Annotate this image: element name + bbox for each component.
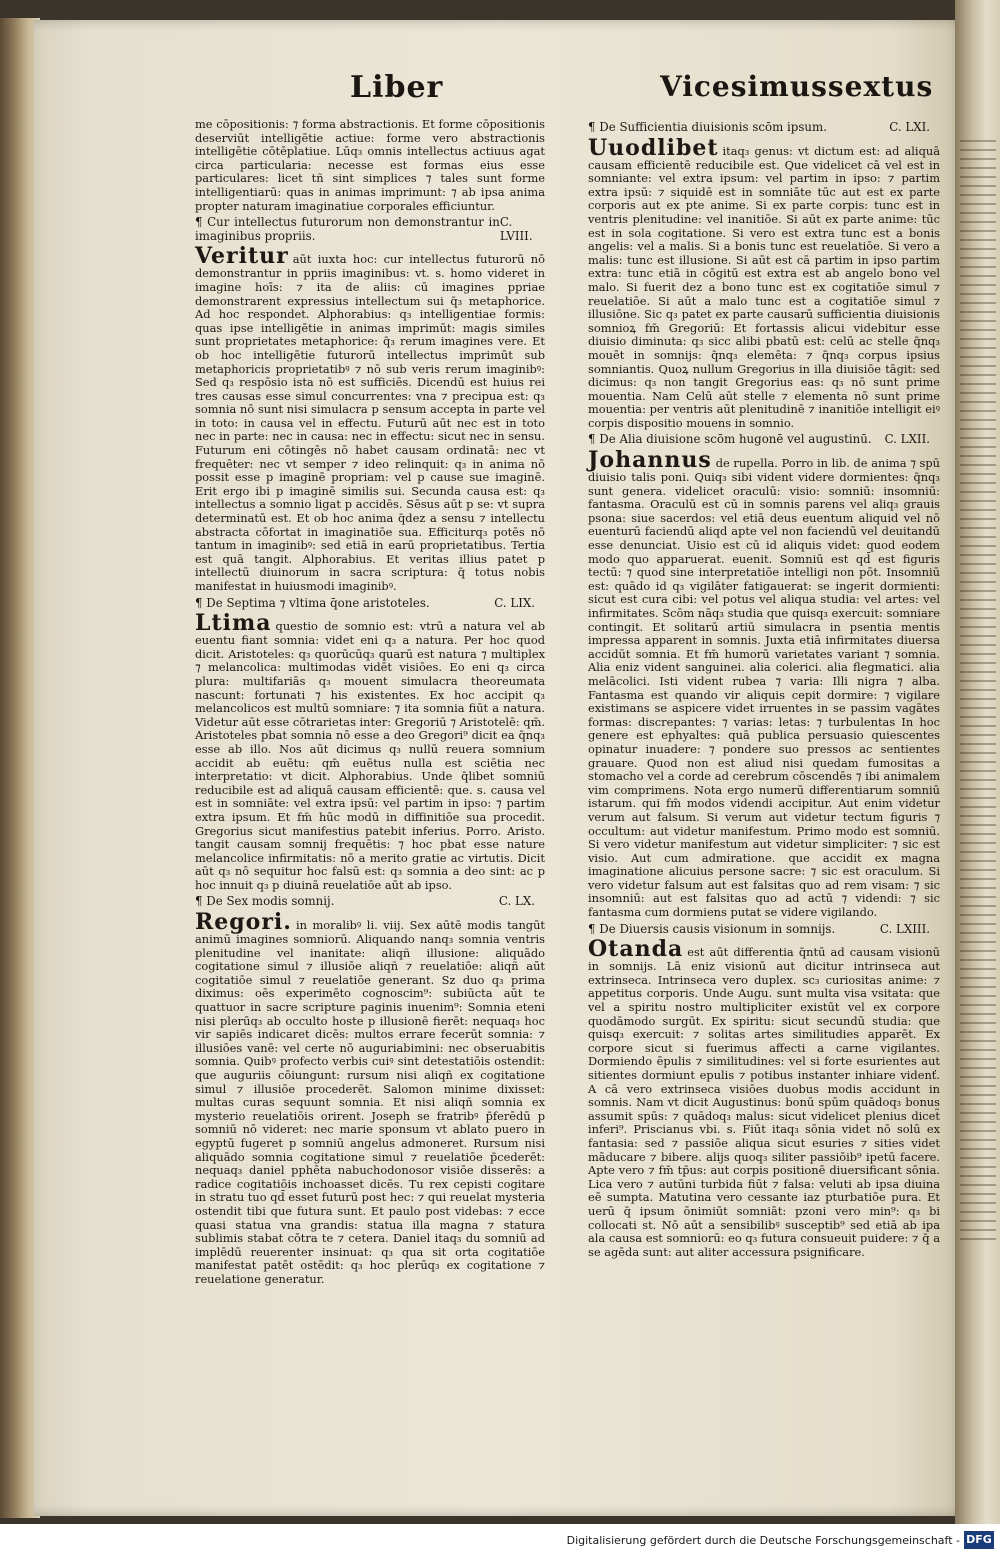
facing-page-text-bleed [960, 140, 996, 1240]
text-paragraph [588, 449, 940, 920]
paragraph-body: aūt iuxta hoc: cur intellectus futurorū nō demonstrantur in ppriis imaginibus: vt. s. homo videret in imagine hoīs: ⁊ ita de aliis: cū imagines ppriae demonstrarent expressius intellectum sui q̄₃ metaphorice. Ad hoc respondet. Alphorabius: q₃ intelligentiae formis: quas ipse intelligētie in animas imprimūt: magis similes sunt proprietates metaphorice: q̄₃ rerum imagines vere. Et ob hoc intelligētie futurorū intellectus imprimūt sub metaphoricis proprietatibꝰ ⁊ nō sub veris rerum imaginibꝰ: Sed q₃ respōsio ista nō est sufficiēs. Dicendū est huius rei tres causas esse simul concurrentes: vna ⁊ precipua est: q₃ somnia nō sunt nisi simulacra p sensum accepta in parte vel in toto: in causa vel in effectu. Futurū aūt nec est in toto nec in parte: nec in causa: nec in effectu: sicut nec in sensu. Futurum eni cōtingēs nō habet causam ordinatā: nec vt frequēter: nec vt semper ⁊ ideo relinquit: q₃ in anima nō possit esse p imaginē propriam: vel p cause sue imaginē. Erit ergo ibi p imaginē similis sui. Secunda causa est: q₃ intellectus a somnio ligat p accidēs. Sēsus aūt p se: vt supra determinatū est. Et ob hoc anima q̄dez a sensu ⁊ intellectu abstracta cōfortat in imaginatiōe sua. Efficiturq₃ potēs nō tantum in imaginibꝰ: sed etiā in earū proprietatibus. Tertia est quā tangit. Alphorabius. Et veritas illius patet p intellectū diuinorum in sacra scriptura: q̄ totus nobis manifestat in huiusmodi imaginibꝰ. [195, 252, 545, 593]
chapter-number: C. LXI. [889, 120, 930, 134]
chapter-heading [195, 597, 545, 611]
chapter-number: C. LXII. [884, 432, 930, 447]
text-paragraph [588, 134, 940, 431]
chapter-heading-title: ¶ De Alia diuisione scōm hugonē vel augustinū. [588, 432, 872, 447]
paragraph-body: in moralibꝰ li. viij. Sex aūtē modis tangūt animū imagines somniorū. Aliquando nanq₃ somnia ventris plenitudine vel inanitate: aliqñ illusione: aliquādo cogitatione simul ⁊ illusiōe aliqñ ⁊ reuelatiōe: aliqñ aūt cogitatiōe simul ⁊ reuelatiōe generant. Sz duo q₃ prima diximus: oēs experimēto cognoscim⁹: subiūcta aūt te quattuor in sacre scripture paginis inuenim⁹: Somnia eteni nisi plerūq₃ ab occulto hoste p illusionē fierēt: nequaq₃ hoc vir sapiēs indicaret dicēs: multos errare fecerūt somnia: ⁊ illusiōes vanē: vel certe nō auguriabimini: nec obseruabitis somnia. Quibꝰ profecto verbis cuiꝰ sint detestatiōis ostendit: que auguriis cōiungunt: rursum nisi aliqñ ex cogitatione simul ⁊ illusiōe procederēt. Salomon minime dixisset: multas curas sequunt somnia. Et nisi aliqñ somnia ex mysterio reuelatiōis orirent. Joseph se fratribꝰ p̄ferēdū p somniū nō videret: nec marie sponsum vt ablato puero in egyptū fugeret p somniū angelus admoneret. Rursum nisi aliquādo somnia cogitatione simul ⁊ reuelatiōe p̄cederēt: nequaq₃ daniel pphēta nabuchodonosor visiōe disserēs: a radice cogitatiōis inchoasset dicēs. Tu rex cepisti cogitare in stratu tuo qd̄ esset futurū post hec: ⁊ qui reuelat mysteria ostendit tibi que futura sunt. Et paulo post videbas: ⁊ ecce quasi statua vna grandis: statua illa magna ⁊ statura sublimis stabat cōtra te ⁊ cetera. Daniel itaq₃ du somniū ad implēdū reuerenter insinuat: q₃ qua sit orta cogitatiōe manifestat patēt ostēdit: q₃ hoc plerūq₃ ex cogitatione ⁊ reuelatione generatur. [195, 918, 545, 1286]
initial-word: Otanda [588, 936, 684, 963]
initial-word: Johannus [588, 447, 712, 474]
initial-word: Regori. [195, 909, 292, 936]
right-text-column [588, 118, 940, 1261]
chapter-number: C. LXIII. [879, 921, 930, 936]
paragraph-body: me cōpositionis: ⁊ forma abstractionis. Et forme cōpositionis deserviūt intelligētie actiue: forme vero abstractionis intelligētie cōtēplatiue. Lūq₃ omnis intellectus actiuus agat circa particularia: necesse est formas eius esse particulares: licet tñ sint simplices ⁊ tales sunt forme intelligentiarū: quas in animas imprimunt: ⁊ ab ipsa anima propter naturam imaginatiue corporales efficiuntur. [195, 117, 545, 213]
initial-word: Uuodlibet [588, 134, 719, 161]
chapter-number: C. LIX. [494, 595, 535, 610]
dfg-logo: DFG [964, 1531, 994, 1549]
text-paragraph [588, 938, 940, 1259]
initial-word: Veritur [195, 243, 289, 270]
text-paragraph [195, 612, 545, 892]
chapter-number: C. LVIII. [499, 215, 533, 243]
paragraph-body: questio de somnio est: vtrū a natura vel ab euentu fiant somnia: videt eni q₃ a natura. Per hoc quod dicit. Aristoteles: q₃ quorūcūq₃ quarū est natura ⁊ multiplex ⁊ melancolica: multimodas vidēt visiōes. Eo eni q₃ circa plura: multifariās q₃ mouent simulacra theoreumata nascunt: fortunati ⁊ his existentes. Ex hoc accipit q₃ melancolicos est multū somniare: ⁊ ita somnia fiūt a natura. Videtur aūt esse cōtrarietas inter: Gregoriū ⁊ Aristotelē: qm̄. Aristoteles pbat somnia nō esse a deo Gregori⁹ dicit ea q̄nq₃ esse ab illo. Nos aūt dicimus q₃ nullū reuera somnium accidit ab euētu: qm̄ euētus nulla est sciētia nec interpretatio: vt dicit. Alphorabius. Unde q̄libet somniū reducibile est ad aliquā causam efficientē: que. s. causa vel est in somniāte: vel extra ipsū: vel partim in ipso: ⁊ partim extra ipsum. Et fm̄ hūc modū in diffinitiōe sua procedit. Gregorius sicut manifestius patebit inferius. Porro. Aristo. tangit causam somnij frequētis: ⁊ hoc pbat esse nature melancolice infirmitatis: nō a merito gratie ac virtutis. Dicit aūt q₃ nō sequitur hoc falsū est: q₃ somnia a deo sint: ac p hoc innuit q₃ p diuinā reuelatiōe aūt ab ipso. [195, 619, 545, 892]
chapter-heading [195, 216, 545, 243]
initial-word: Ltima [195, 610, 272, 637]
chapter-heading-title: ¶ De Diuersis causis visionum in somnijs. [588, 921, 836, 936]
text-paragraph [195, 118, 545, 213]
chapter-heading-title: ¶ De Septima ⁊ vltima q̄one aristoteles. [195, 595, 430, 610]
chapter-heading [588, 923, 940, 937]
chapter-heading-title: ¶ De Sex modis somnij. [195, 894, 335, 909]
text-paragraph [195, 245, 545, 593]
paragraph-body: de rupella. Porro in lib. de anima ⁊ spū diuisio talis poni. Quiq₃ sibi vident videre dormientes: q̄nq₃ sunt genera. videlicet oraculū: visio: somniū: insomniū: fantasma. Oraculū est cū in somnis parens vel aliq₃ grauis psona: siue sacerdos: vel etiā deus euentum aliquid vel nō euenturū faciendū aliqd apte vel non faciendū vel deuitandū esse denunciat. Uisio est cū id aliquis videt: quod eodem modo quo apparuerat. euenit. Somniū est qd̄ est figuris tectū: ⁊ quod sine interpretatiōe intelligi non pōt. Insomniū est: quādo id q₃ vigilāter fatigauerat: se ingerit dormienti: sicut est cura cibi: vel potus vel aliqua studia: vel artes: vel infirmitates. Scōm nāq₃ studia que quisq₃ exercuit: somniare contingit. Et solitarū artiū simulacra in psentia mentis impressa apparent in somnis. Juxta etiā infirmitates diuersa accidūt somnia. Et fm̄ humorū varietates variant ⁊ somnia. Alia eniz vident sanguinei. alia colerici. alia flegmatici. alia melācolici. Isti vident rubea ⁊ varia: Illi nigra ⁊ alba. Fantasma est quando vir aliquis cepit dormire: ⁊ vigilare existimans se aspicere videt irruentes in se passim vagātes formas: discrepantes: ⁊ varias: letas: ⁊ turbulentas In hoc genere est ephyaltes: quā publica persuasio quiescentes opinatur inuadere: ⁊ pondere suo pressos ac sentientes grauare. Quod non est aliud nisi quedam fumositas a stomacho vel a corde ad cerebrum cōscendēs ⁊ ibi animalem vim comprimens. Nota ergo numerū differentiarum somniū istarum. qui fm̄ modos videndi accipitur. Aut enim videtur verum aut falsum. Si verum aut videtur tectum figuris ⁊ occultum: aut videtur manifestum. Primo modo est somniū. Si vero videtur manifestum aut videtur simpliciter: ⁊ sic est visio. Aut cum admiratione. que accidit ex magna imaginatione alicuius persone sacre: ⁊ sic est oraculum. Si vero videtur falsum aut est falsitas quo ad rem visam: ⁊ sic insomniū: aut est falsitas quo ad actū ⁊ videndi: ⁊ sic fantasma cum dormiens putat se videre vigilando. [588, 456, 940, 920]
chapter-heading-title: ¶ Cur intellectus futurorum non demonstrantur in imaginibus propriis. [195, 215, 500, 243]
left-text-column [195, 118, 545, 1289]
chapter-heading [195, 895, 545, 909]
chapter-heading [588, 433, 940, 447]
chapter-heading [588, 121, 940, 135]
footer-credit: Digitalisierung gefördert durch die Deutsche Forschungsgemeinschaft - [566, 1534, 960, 1547]
chapter-heading-title: ¶ De Sufficientia diuisionis scōm ipsum. [588, 120, 827, 134]
paragraph-body: est aūt differentia q̄ntū ad causam visionū in somnijs. Lā eniz visionū aut dicitur intrinseca aut extrinseca. Intrinseca vero duplex. sc₃ curiositas anime: ⁊ appetitus corporis. Unde Augu. sunt multa visa vsitata: que vel a spiritu nostro multipliciter existūt vel ex corpore quodāmodo surgūt. Ex spiritu: sicut secundū studia: que quisq₃ exercuit: ⁊ solitas artes similitudies apparēt. Ex corpore sicut si fuerimus affecti a carne vigilantes. Dormiendo ēpulis ⁊ similitudines: vel si forte esurientes aut sitientes dormiunt epulis ⁊ potibus instanter inhiare videnť. A cā vero extrinseca visiōes duobus modis accidunt in somnis. Nam vt dicit Augustinus: bonū spūm quādoq₃ bonus assumit spūs: ⁊ quādoq₃ malus: sicut videlicet plenius dicet̃ inferi⁹. Priscianus vbi. s. Fiūt itaq₃ sōnia videt nō solū ex fantasia: sed ⁊ passiōe aliqua sicut esuries ⁊ sities videt māducare ⁊ bibere. alijs quoq₃ siliter passiōib⁹ ipetū facere. Apte vero ⁊ fm̄ tp̄us: aut corpis positionē diuersificant sōnia. Lica vero ⁊ autūni turbida fiūt ⁊ falsa: veluti ab ipsa diuina eē sumpta. Matutina vero cessante iaz pturbatiōe pura. Et uerū q̄ ipsum ōnimiūt somniāt: pzoni vero min⁹: q₃ bi collocati st. Nō aūt a sensibilibꝰ susceptib⁹ sed etiā ab ipa ala causa est somniorū: eo q₃ futura consueuit puidere: ⁊ q̄ a se agēda sunt: aut aliter accessura psignificare. [588, 945, 940, 1259]
running-head-left: Liber [350, 70, 444, 105]
text-paragraph [195, 911, 545, 1286]
chapter-number: C. LX. [498, 894, 535, 909]
paragraph-body: itaq₃ genus: vt dictum est: ad aliquā causam efficientē reducibile est. Que videlicet cā vel est in somniante: vel extra ipsum: vel partim in ipso: ⁊ partim extra ipsū: ⁊ siquidē est in somniāte tūc aut est ex parte corporis aut ex pte anime. Si ex parte corpis: tunc est in ventris plenitudine: vel inanitiōe. Si aūt ex parte anime: tūc est in sola cogitatione. Si vero est extra tunc est a bonis angelis: vel a malis. Si a bonis tunc est reuelatiōe. Si vero a malis: tunc est illusione. Si aūt est cā partim in ipso partim extra: tunc etiā in cōgitū est extra est ab angelo bono vel malo. Si fuerit dez a bono tunc est ex cogitatiōe simul ⁊ reuelatiōe. Si aūt a malo tunc est a cogitatiōe simul ⁊ illusiōne. Sic q₃ patet ex parte causarū sufficientia diuisionis somnioꝝ fm̄ Gregoriū: Et fortassis alicui videbitur esse diuisio diminuta: q₃ sicc alibi pbatū est: celū ac stelle q̄nq₃ mouēt in somnijs: q̄nq₃ elemēta: ⁊ q̄nq₃ corpus ipsius somniantis. Quoꝝ nullum Gregorius in illa diuisiōe tāgit: sed dicimus: q₃ non tangit Gregorius eas: q₃ nō sunt prime mouentia. Nam Celū aūt stelle ⁊ elementa nō sunt prime mouentia: per ventris aūt plenitudinē ⁊ inanitiōe intelligit eiꝰ corpis dispositio mouens in somnio. [588, 143, 940, 430]
running-head-right: Vicesimussextus [660, 70, 934, 103]
